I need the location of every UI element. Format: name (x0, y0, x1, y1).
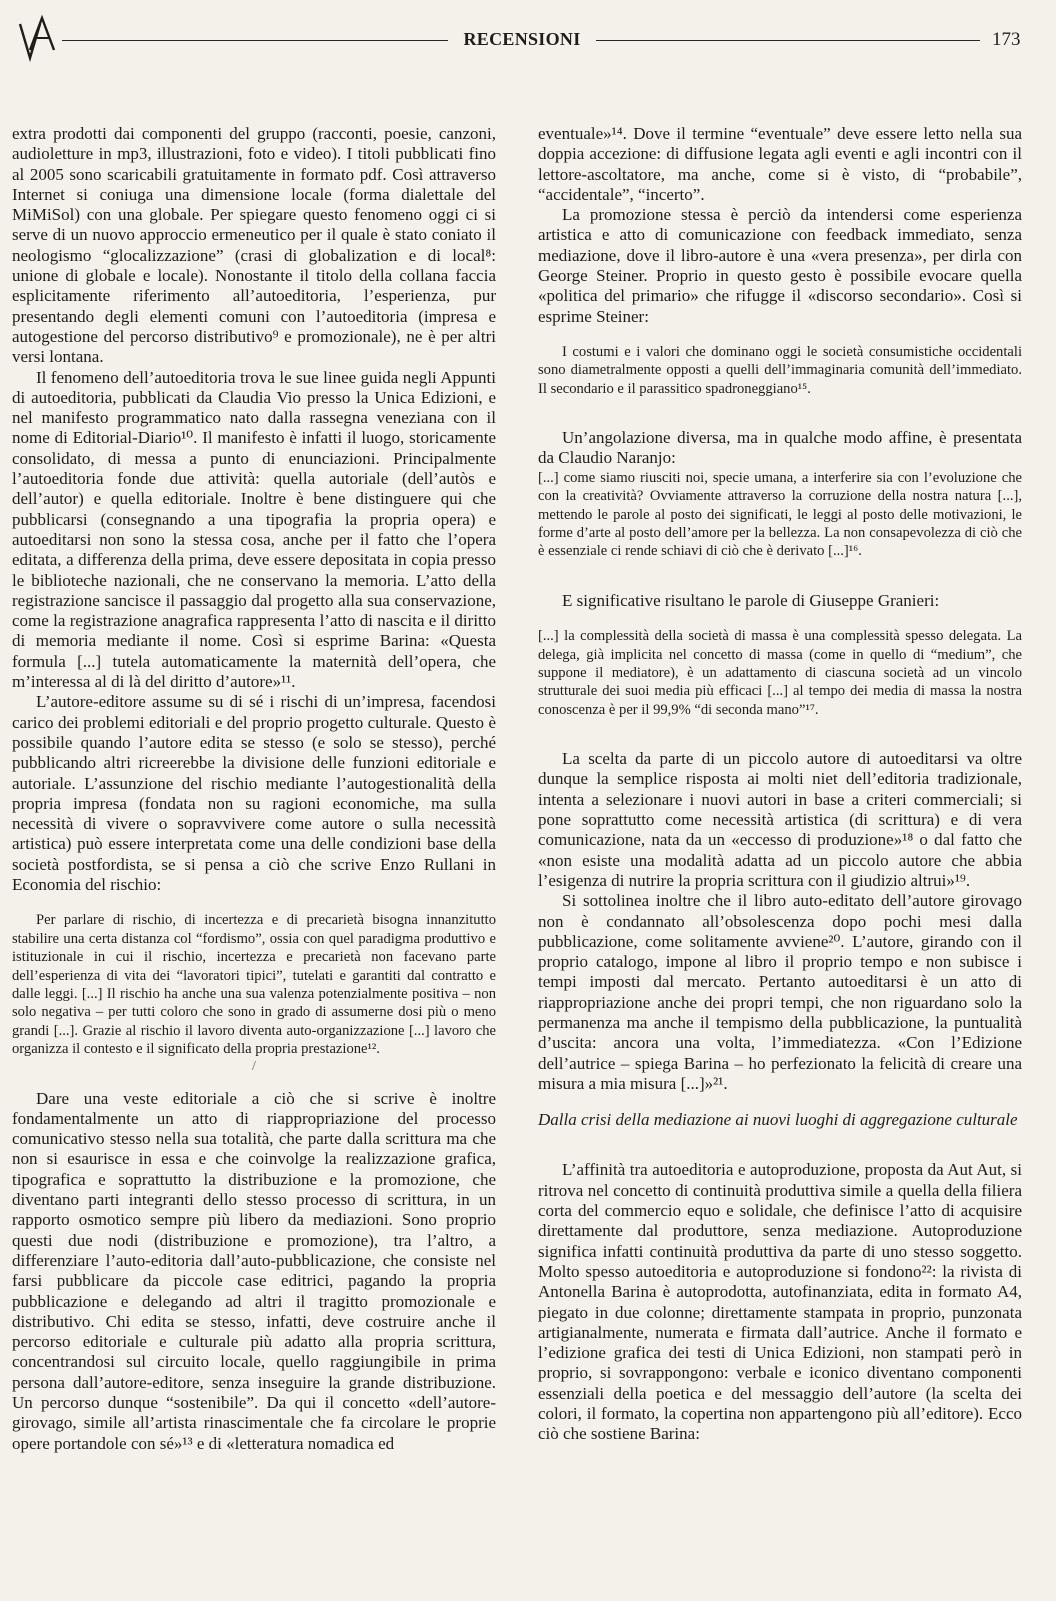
paragraph: Dare una veste editoriale a ciò che si scrive è inoltre fondamentalmente un atto di riappropriazione del processo comunicativo stesso nella sua totalità, che parte dalla scrittura ma che non si esaurisce in essa e che coinvolge la realizzazione grafica, tipografica e soprattutto la distribuzione e la promozione, che diventano parti integranti dello stesso processo di scrittura, in un rapporto osmotico sempre più libero da mediazioni. Sono proprio questi due nodi (distribuzione e promozione), tra l’altro, a differenziare l’auto-editoria dall’auto-pubblicazione, che consiste nel farsi pubblicare da piccole case editrici, pagando la propria pubblicazione e delegando ad altri il tragitto promozionale e distributivo. Chi edita se stesso, infatti, deve costruire anche il percorso editoriale e culturale più adatto alla propria scrittura, concentrandosi sul circuito locale, quello raggiungibile in prima persona dall’autore-editore, senza inseguire la grande distribuzione. Un percorso dunque “sostenibile”. Da qui il concetto «dell’autore-girovago, simile all’artista rinascimentale che fa circolare le proprie opere portandole con sé»¹³ e di «letteratura nomadica ed (12, 1088, 496, 1453)
section-subheading: Dalla crisi della mediazione ai nuovi luoghi di aggregazione culturale (538, 1110, 1018, 1130)
paragraph: E significative risultano le parole di Giuseppe Granieri: (562, 590, 940, 610)
pencil-mark: / (252, 1058, 256, 1074)
paragraph: Si sottolinea inoltre che il libro auto-editato dell’autore girovago non è condannato all’obsolescenza dopo pochi mesi dalla pubblicazione, come solitamente avviene²⁰. L’autore, girando con il proprio catalogo, impone al libro il proprio tempo e non subisce i tempi imposti dal mercato. Pertanto autoeditarsi è un atto di riappropriazione anche dei propri tempi, che non riguardano solo la permanenza ma anche il tempismo della pubblicazione, la puntualità d’uscita: ancora una volta, l’immediatezza. «Con l’Edizione dell’autrice – spiega Barina – ho perfezionato la felicità di creare una misura a mia misura [...]»²¹. (538, 891, 1022, 1093)
spacer (538, 561, 1022, 591)
spacer (538, 398, 1022, 428)
paragraph: Il fenomeno dell’autoeditoria trova le sue linee guida negli Appunti di autoeditoria, pubblicati da Claudia Vio presso la Unica Edizioni, e nel manifesto programmatico nato dalla rassegna veneziana con il nome di Editorial-Diario¹⁰. Il manifesto è infatti il luogo, storicamente consolidato, di messa a punto di enunciazioni. Principalmente l’autoeditoria fonde due attività: quella autoriale (dell’autòs e dell’autor) e quella editoriale. Inoltre è bene distinguere qui che pubblicarsi (consegnando a una tipografia la propria opera) e autoeditarsi non sono la stessa cosa, anche per il fatto che l’opera editata, a differenza della prima, deve essere depositata in copia presso le biblioteche nazionali, che ne conservano la memoria. L’atto della registrazione sancisce il passaggio dal progetto alla sua conservazione, come la registrazione anagrafica rappresenta l’atto di nascita e il diritto di memoria mediante il nome. Così si esprime Barina: «Questa formula [...] tutela automaticamente la maternità dell’opera, che m’interessa al di là del diritto d’autore»¹¹. (12, 367, 496, 692)
spacer (538, 1130, 1022, 1160)
paragraph: L’affinità tra autoeditoria e autoproduzione, proposta da Aut Aut, si ritrova nel concetto di continuità produttiva simile a quella della filiera corta del commercio equo e solidale, che definisce l’atto di acquisire direttamente dal produttore, senza mediazione. Autoproduzione significa infatti continuità produttiva da parte di uno stesso soggetto. Molto spesso autoeditoria e autoproduzione si fondono²²: la rivista di Antonella Barina è autoprodotta, autofinanziata, edita in formato A4, piegato in due colonne; direttamente stampata in proprio, punzonata artigianalmente, numerata e firmata dall’autrice. Anche il formato e l’edizione grafica dei testi di Unica Edizioni, non stampati però in proprio, si sovrappongono: verbale e iconico diventano componenti essenziali della poetica e del messaggio dell’autore (la scelta dei colori, il formato, la copertina non appartengono più all’editore). Ecco ciò che sostiene Barina: (538, 1160, 1022, 1444)
spacer (538, 719, 1022, 749)
paragraph: L’autore-editore assume su di sé i rischi di un’impresa, facendosi carico dei problemi editoriali e del proprio progetto culturale. Questo è possibile quando l’autore edita se stesso (e solo se stesso), perché pubblicando altri ricreerebbe la divisione delle funzioni editoriale e autoriale. L’assunzione del rischio mediante l’autogestionalità della propria impresa (fondata non su ragioni economiche, ma sulla necessità di vivere o sopravvivere come autore o sulla necessità artistica) può essere interpretata come una delle condizioni base della società postfordista, se si pensa a ciò che scrive Enzo Rullani in Economia del rischio: (12, 692, 496, 894)
left-text-column (12, 124, 496, 1454)
paragraph: La scelta da parte di un piccolo autore di autoeditarsi va oltre dunque la semplice risposta ai molti niet dell’editoria tradizionale, intenta a selezionare i nuovi autori in base a criteri commerciali; si pone soprattutto come necessità artistica (di scrittura) e di vera comunicazione, nata da un «eccesso di produzione»¹⁸ o dal fatto che «non esiste una modalità adatta ad un piccolo autore che abbia l’esigenza di nutrire la propria scrittura con il giudizio altrui»¹⁹. (538, 749, 1022, 890)
block-quote: [...] come siamo riusciti noi, specie umana, a interferire sia con l’evoluzione che con la creatività? Ovviamente attraverso la corruzione della nostra natura [...], mettendo le parole al posto dei significati, le leggi al posto delle motivazioni, le forme d’arte al posto dell’amore per la bellezza. La non consapevolezza di ciò che è essenziale ci rende schiavi di ciò che è derivato [...]¹⁶. (538, 469, 1022, 560)
running-header (0, 0, 1056, 70)
block-quote: [...] la complessità della società di massa è una complessità spesso delegata. La delega, già implicita nel concetto di massa (come in quello di “medium”, che suppone il mediatore), è un adattamento di ciascuna società ad un vincolo strutturale dei suoi media più efficaci [...] al tempo dei media di massa la nostra conoscenza è per il 99,9% “di seconda mano”¹⁷. (538, 628, 1022, 718)
paragraph: La promozione stessa è perciò da intendersi come esperienza artistica e atto di comunicazione con feedback immediato, senza mediazione, dove il libro-autore è una «vera presenza», per dirla con George Steiner. Proprio in questo gesto è possibile evocare quella «politica del primario» che rifugge il «discorso secondario». Così si esprime Steiner: (538, 205, 1022, 326)
spacer (538, 611, 1022, 627)
page-number: 173 (992, 29, 1021, 50)
block-quote: Per parlare di rischio, di incertezza e di precarietà bisogna innanzitutto stabilire una certa distanza col “fordismo”, ossia con quel paradigma produttivo e istituzionale in cui il rischio, incertezza e precarietà non facevano parte dell’esperienza di vita dei “lavoratori tipici”, tutelati e garantiti dal contratto e dalle leggi. [...] Il rischio ha anche una sua valenza potenzialmente positiva – non solo negativa – per tutti coloro che sono in grado di assumerne dosi più o meno grandi [...]. Grazie al rischio il lavoro diventa auto-organizzazione [...] lavoro che organizza il contesto e il significato della propria prestazione¹². (12, 912, 496, 1058)
block-quote: I costumi e i valori che dominano oggi le società consumistiche occidentali sono diametralmente opposti a quelli dell’immaginaria comunità dell’immediato. Il secondario e il parassitico spadroneggiano¹⁵. (538, 343, 1022, 397)
paragraph: Un’angolazione diversa, ma in qualche modo affine, è presentata da Claudio Naranjo: (538, 428, 1022, 468)
header-rule-right (596, 40, 980, 41)
spacer (538, 1094, 1022, 1110)
header-rule-left (62, 40, 448, 41)
va-monogram-icon (16, 14, 60, 62)
section-title: RECENSIONI (463, 29, 581, 49)
spacer (12, 895, 496, 911)
paragraph: extra prodotti dai componenti del gruppo (racconti, poesie, canzoni, audioletture in mp3, illustrazioni, foto e video). I titoli pubblicati fino al 2005 sono scaricabili gratuitamente in formato pdf. Così attraverso Internet si coniuga una dimensione locale (forma dialettale del MiMiSol) con una globale. Per spiegare questo fenomeno oggi ci si serve di un nuovo approccio ermeneutico per il quale è stato coniato il neologismo “glocalizzazione” (crasi di globalization e di local⁸: unione di globale e locale). Nonostante il titolo della collana faccia esplicitamente riferimento all’autoeditoria, l’esperienza, pur presentando degli elementi comuni con l’autoeditoria (impresa e autogestione del percorso distributivo⁹ e promozionale), ne è per altri versi lontana. (12, 124, 496, 367)
spacer (538, 327, 1022, 343)
paragraph: eventuale»¹⁴. Dove il termine “eventuale” deve essere letto nella sua doppia accezione: di diffusione legata agli eventi e agli incontri con il lettore-ascoltatore, ma anche, come si è visto, di “probabile”, “accidentale”, “incerto”. (538, 124, 1022, 204)
right-text-column (538, 124, 1022, 1445)
spacer (12, 1081, 496, 1089)
